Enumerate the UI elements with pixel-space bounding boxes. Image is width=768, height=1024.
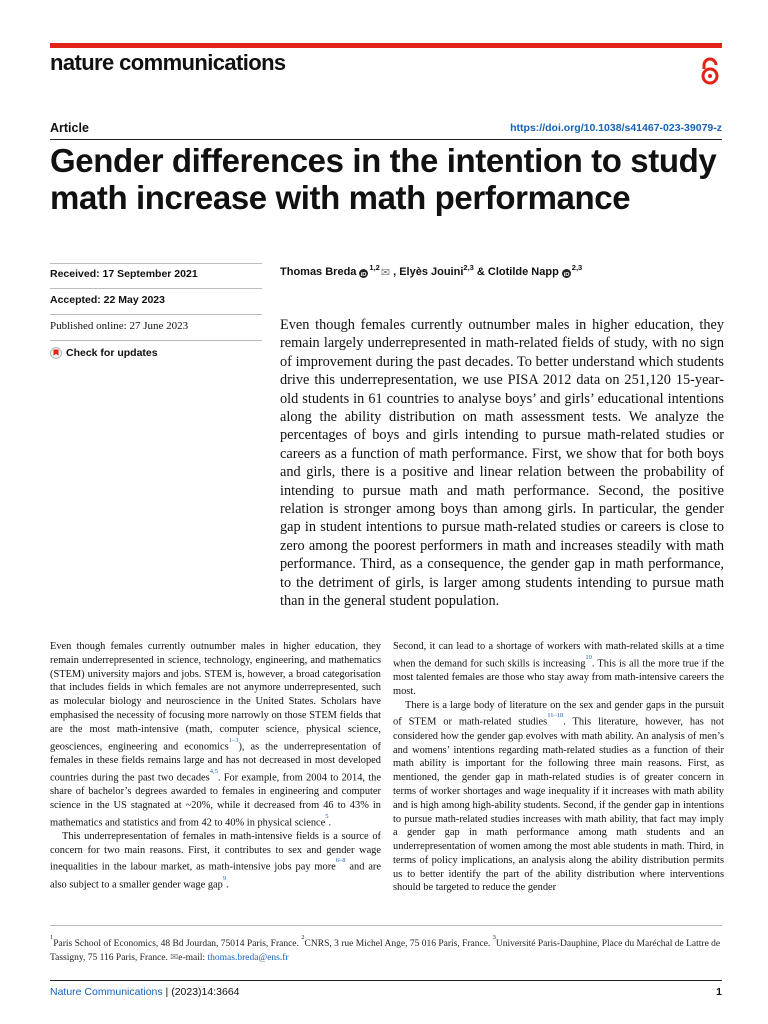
accepted-date: Accepted: 22 May 2023: [50, 294, 165, 306]
author-affiliation-ref: 2,3: [571, 263, 583, 272]
reference-link[interactable]: 10: [585, 653, 592, 661]
article-title: Gender differences in the intention to study math increase with math performance: [50, 142, 717, 216]
reference-link[interactable]: 6–8: [335, 857, 346, 865]
author-affiliation-ref: 2,3: [463, 263, 474, 272]
divider: [50, 314, 262, 315]
email-label: e-mail:: [178, 953, 208, 964]
author-separator: ,: [393, 266, 400, 278]
author-name[interactable]: Clotilde Napp: [487, 266, 559, 278]
crossmark-icon: [50, 347, 62, 359]
author-list: [280, 263, 583, 279]
author-affiliation-ref: 1,2: [369, 263, 380, 272]
orcid-icon[interactable]: [359, 269, 368, 278]
article-type: Article: [50, 121, 89, 135]
body-text: Even though females currently outnumber males in higher education, they remain underrepresented in science, technology, engineering, and mathematics (STEM) university majors and jobs. STEM is, however, a broad categorisation that includes fields in which females are not anymore underrepresented, such as molecular biology and neuroscience in the United States. Scholars have emphasised the necessity of focusing more narrowly on those STEM fields that are the most math-intensive (math, computer science, physical science, geosciences, engineering and economics: [50, 641, 381, 753]
reference-link[interactable]: 11–18: [547, 712, 564, 720]
footnote-rule: [50, 925, 722, 926]
divider: [50, 340, 262, 341]
footer-citation: [50, 986, 240, 998]
email-link[interactable]: thomas.breda@ens.fr: [207, 953, 289, 964]
divider: [50, 263, 262, 264]
check-for-updates-label: Check for updates: [66, 347, 158, 359]
doi-link[interactable]: https://doi.org/10.1038/s41467-023-39079-z: [510, 122, 722, 134]
open-access-icon[interactable]: [698, 56, 722, 86]
abstract: Even though females currently outnumber males in higher education, they remain largely underrepresented in math-related fields of study, with no sign of improvement during the past decades. To better understand which students drive this underrepresentation, we use PISA 2012 data on 251,120 15-year-old students in 61 countries to analyse boys’ and girls’ educational intentions along the ability distribution on math assessment tests. We analyze the percentages of boys and girls intending to pursue math-related studies or careers as a function of math performance. First, we show that for both boys and girls, there is a positive and linear relation between the probability of intending to pursue math and math performance. Second, the positive relation is stronger among boys than among girls. In particular, the gender gap in student intentions to pursue math-related studies or careers is close to zero among the poorest performers in math and increases steadily with math performance. Third, as a consequence, the gender gap in math performance, to the detriment of girls, is larger among students intending to pursue math than in the general student population.: [280, 317, 724, 610]
body-text: There is a large body of literature on the sex and gender gaps in the pursuit of STEM or math-related studies: [393, 699, 724, 728]
body-text: . This literature, however, has not considered how the gender gap evolves with math ability. An analysis of men’s and womens’ intentions regarding math-related studies as a function of their math ability is important for the following three main reasons. First, as mentioned, the gender gap in math-related studies is of greater concern in terms of worker shortages and wage inequality if it increases with math ability and is high among high-ability students. Second, if the gender gap in intentions to pursue math-related studies increases with math ability, that fact may imply a gender gap in math performance among math students and an underrepresentation of women among the most able students in math. Third, in terms of policy implications, an analysis along the ability distribution permits us to better identify the part of the ability distribution where interventions should be targeted to reduce the gender: [393, 716, 724, 894]
body-text: ), as the underrepresentation of females in these fields remains large and has not decreased in most developed countries during the past two decades: [50, 741, 381, 784]
footer-rule: [50, 980, 722, 981]
svg-text:iD: iD: [563, 271, 570, 278]
footer-volume: | (2023)14:3664: [162, 986, 240, 998]
affiliations: [50, 934, 725, 965]
header-accent-rule: [50, 43, 722, 48]
affiliation-number: 2: [301, 934, 305, 941]
affiliation-text: CNRS, 3 rue Michel Ange, 75 016 Paris, France.: [304, 939, 493, 950]
check-for-updates-button[interactable]: [50, 347, 158, 359]
affiliation-number: 1: [50, 934, 54, 941]
reference-link[interactable]: 1–3: [228, 736, 239, 744]
reference-link[interactable]: 9: [222, 874, 227, 882]
svg-text:iD: iD: [361, 271, 367, 278]
reference-link[interactable]: 4,5: [209, 767, 218, 775]
divider: [50, 288, 262, 289]
journal-name[interactable]: nature communications: [50, 50, 286, 75]
author-name[interactable]: Elyès Jouini: [399, 266, 464, 278]
title-rule: [50, 139, 722, 140]
email-icon: ✉: [170, 953, 179, 964]
affiliation-number: 3: [492, 934, 496, 941]
author-name[interactable]: Thomas Breda: [280, 266, 357, 278]
footer-journal-link[interactable]: Nature Communications: [50, 986, 163, 998]
body-text: Second, it can lead to a shortage of workers with math-related skills at a time when the demand for such skills is increasing: [393, 641, 724, 670]
body-column-right: [393, 640, 724, 895]
body-text: .: [328, 816, 332, 828]
body-text: .: [226, 879, 229, 891]
affiliation-text: Paris School of Economics, 48 Bd Jourdan, 75014 Paris, France.: [53, 939, 302, 950]
body-text: . For example, from 2004 to 2014, the share of bachelor’s degrees awarded to females in engineering and computer science in the US stagnated at ~20%, while it decreased from 46 to 43% in mathematics and statistics and from 42 to 40% in physical science: [50, 772, 381, 828]
body-column-left: [50, 640, 381, 892]
corresponding-author-icon[interactable]: ✉: [380, 267, 391, 279]
page-number: 1: [716, 986, 722, 998]
author-separator: &: [473, 266, 488, 278]
published-date: Published online: 27 June 2023: [50, 320, 189, 332]
orcid-icon[interactable]: [562, 269, 571, 278]
body-text: . This is all the more true if the most talented females are those who stay away from math-intensive careers the most.: [393, 658, 724, 697]
affiliation-text: Université Paris-Dauphine, Place du Maréchal de Lattre de Tassigny, 75 116 Paris, France.: [50, 939, 721, 964]
reference-link[interactable]: 5: [325, 812, 329, 820]
received-date: Received: 17 September 2021: [50, 268, 198, 280]
body-text: This underrepresentation of females in math-intensive fields is a source of concern for two main reasons. First, it contributes to sex and gender wage inequalities in the labour market, as math-intensive jobs pay more: [50, 830, 381, 873]
body-text: and are also subject to a smaller gender wage gap: [50, 861, 382, 891]
